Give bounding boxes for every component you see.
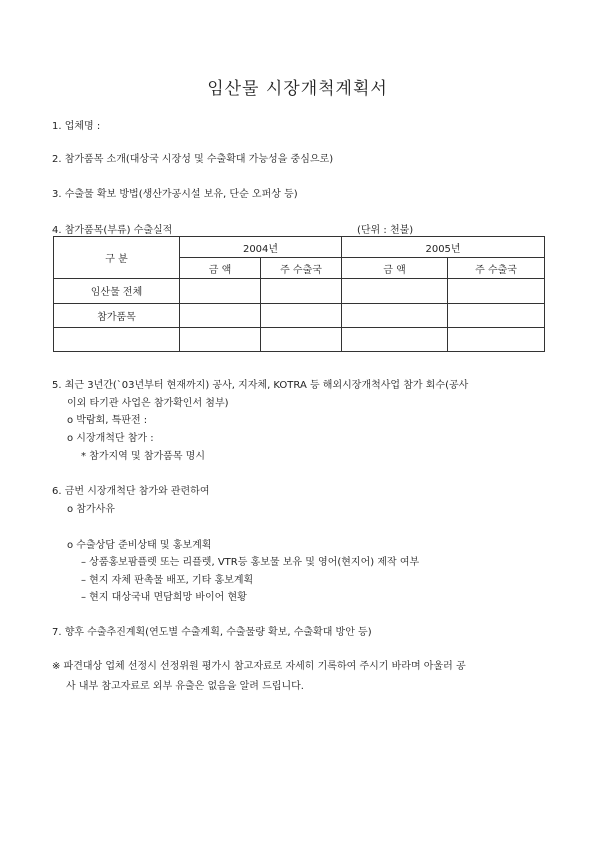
table-cell — [448, 279, 545, 303]
table-cell — [342, 279, 448, 303]
table-cell — [261, 327, 342, 351]
item-current-mission: 6. 금번 시장개척단 참가와 관련하여 — [52, 486, 210, 497]
table-cell — [342, 327, 448, 351]
item-promo-local: – 현지 자체 판촉물 배포, 기타 홍보계획 — [81, 575, 254, 586]
item-fairs: o 박람회, 특판전 : — [67, 415, 148, 426]
table-cell — [180, 327, 261, 351]
document-title: 임산물 시장개척계획서 — [207, 79, 388, 99]
item-past-participation: 5. 최근 3년간(`03년부터 현재까지) 공사, 지자체, KOTRA 등 해외시장개척사업 참가 회수(공사 — [52, 380, 469, 391]
table-cell — [180, 279, 261, 303]
item-future-plan: 7. 향후 수출추진계획(연도별 수출계획, 수출물량 확보, 수출확대 방안 등) — [52, 627, 372, 638]
item-promo-material: – 상품홍보팜플렛 또는 리플렛, VTR등 홍보물 보유 및 영어(현지어) 제작 여부 — [81, 557, 420, 568]
header-amount-2005: 금 액 — [342, 258, 448, 279]
table-cell — [261, 303, 342, 327]
table-row — [54, 327, 545, 351]
table-row — [54, 279, 545, 303]
item-export-performance: 4. 참가품목(부류) 수출실적 — [52, 225, 173, 236]
row-label: 임산물 전체 — [54, 279, 180, 303]
table-row — [54, 303, 545, 327]
row-label: 참가품목 — [54, 303, 180, 327]
row-label — [54, 327, 180, 351]
header-amount-2004: 금 액 — [180, 258, 261, 279]
header-year-2005: 2005년 — [342, 237, 545, 258]
item-market-mission: o 시장개척단 참가 : — [67, 433, 154, 444]
header-year-2004: 2004년 — [180, 237, 342, 258]
footnote-line: ※ 파견대상 업체 선정시 선정위원 평가시 참고자료로 자세히 기록하여 주시기 바라며 아울러 공 — [52, 661, 466, 672]
header-country-2005: 주 수출국 — [448, 258, 545, 279]
item-buyers: – 현지 대상국내 면담희망 바이어 현황 — [81, 592, 247, 603]
item-promo-plan: o 수출상담 준비상태 및 홍보계획 — [67, 540, 212, 551]
item-product-intro: 2. 참가품목 소개(대상국 시장성 및 수출확대 가능성을 중심으로) — [52, 154, 334, 165]
header-division: 구 분 — [54, 237, 180, 279]
item-supply-method: 3. 수출물 확보 방법(생산가공시설 보유, 단순 오퍼상 등) — [52, 189, 298, 200]
footnote-line: 사 내부 참고자료로 외부 유출은 없음을 알려 드립니다. — [66, 681, 304, 692]
item-past-participation-cont: 이외 타기관 사업은 참가확인서 첨부) — [67, 398, 229, 409]
table-cell — [448, 327, 545, 351]
table-cell — [261, 279, 342, 303]
table-cell — [342, 303, 448, 327]
item-company-name: 1. 업체명 : — [52, 121, 101, 132]
item-reason: o 참가사유 — [67, 504, 115, 515]
table-cell — [180, 303, 261, 327]
export-performance-table — [53, 236, 545, 352]
unit-label: (단위 : 천불) — [357, 225, 414, 236]
item-region-note: * 참가지역 및 참가품목 명시 — [81, 451, 205, 462]
footnote — [52, 657, 552, 697]
table-cell — [448, 303, 545, 327]
header-country-2004: 주 수출국 — [261, 258, 342, 279]
